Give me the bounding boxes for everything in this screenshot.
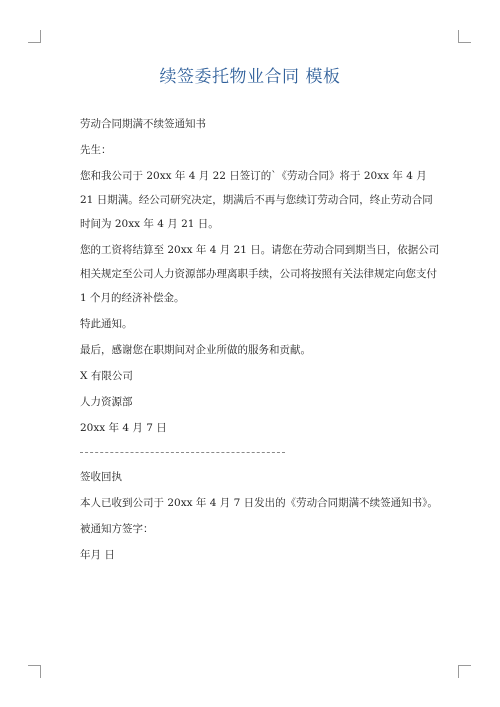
crop-mark-bottom-right <box>458 665 471 678</box>
signature-label: 被通知方签字： <box>80 523 154 535</box>
signature-date: 年月 日 <box>80 549 115 561</box>
paragraph-salary-settlement: 您的工资将结算至 20xx 年 4 月 21 日。请您在劳动合同到期当日，依据公司相关规定至公司人力资源部办理离职手续，公司将按照有关法律规定向您支付 1 个月的经济补偿金。 <box>80 244 440 304</box>
thanks-line: 最后，感谢您在职期间对企业所做的服务和贡献。 <box>80 344 311 356</box>
salutation: 先生： <box>80 144 112 156</box>
notice-heading: 劳动合同期满不续签通知书 <box>80 118 206 130</box>
crop-mark-top-left <box>28 30 41 43</box>
crop-mark-top-right <box>458 30 471 43</box>
receipt-text: 本人已收到公司于 20xx 年 4 月 7 日发出的《劳动合同期满不续签通知书》。 <box>80 497 438 509</box>
crop-mark-bottom-left <box>28 665 41 678</box>
department-name: 人力资源部 <box>80 396 133 408</box>
document-title: 续签委托物业合同 模板 <box>159 67 341 87</box>
paragraph-contract-end: 您和我公司于 20xx 年 4 月 22 日签订的`《劳动合同》将于 20xx 年 4 月 21 日期满。经公司研究决定，期满后不再与您续订劳动合同，终止劳动合同时间为 20xx 年 4 月 21 日。 <box>80 170 433 230</box>
company-name: X 有限公司 <box>80 370 133 382</box>
divider-line <box>80 452 285 453</box>
notice-line: 特此通知。 <box>80 318 133 330</box>
receipt-title: 签收回执 <box>80 471 122 483</box>
issue-date: 20xx 年 4 月 7 日 <box>80 422 167 434</box>
document-body <box>80 112 442 569</box>
